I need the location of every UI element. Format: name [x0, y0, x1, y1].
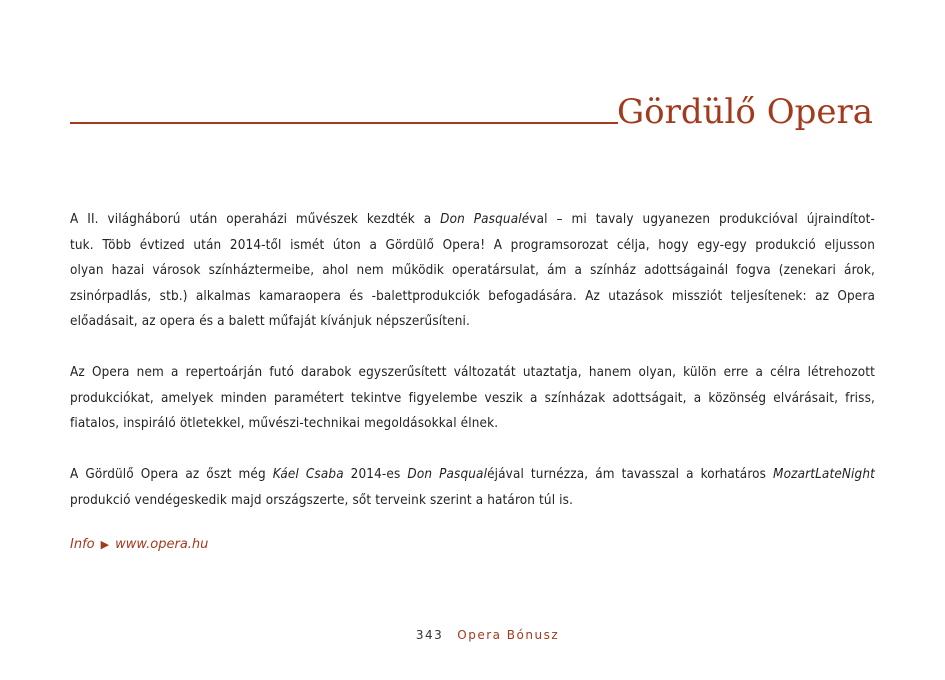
article-body [70, 207, 875, 513]
info-link[interactable]: www.opera.hu [115, 537, 209, 552]
italic-title: Káel Csaba [272, 467, 344, 482]
paragraph [70, 462, 875, 513]
page-footer [0, 628, 945, 642]
page-title: Gördülő Opera [617, 92, 873, 132]
text-line: tuk. Több évtized után 2014-től ismét úton a Gördülő Opera! A programsorozat célja, hogy egy-egy produkció eljusson [70, 237, 875, 253]
text-line: zsinórpadlás, stb.) alkalmas kamaraopera és -balettprodukciók befogadására. Az utazások missziót teljesítenek: az Opera [70, 288, 875, 304]
text-line: Az Opera nem a repertoárján futó darabok egyszerűsített változatát utaztatja, hanem olyan, külön erre a célra létrehozott [70, 365, 875, 380]
text-line: A Gördülő Opera az őszt még Káel Csaba 2014-es Don Pasqualéjával turnézza, ám tavasszal a korhatáros MozartLateNight [70, 467, 876, 482]
play-arrow-icon: ▶ [100, 538, 110, 551]
italic-title: Don Pasqualé [440, 212, 530, 227]
text-line: produkció vendégeskedik majd országszerte, sőt terveink szerint a határon túl is. [70, 492, 574, 508]
info-label: Info [70, 537, 95, 552]
title-rule [70, 122, 618, 124]
text-line: előadásait, az opera és a balett műfaját kívánjuk népszerűsíteni. [70, 314, 470, 329]
italic-title: Don Pasqual [407, 467, 488, 482]
text-line: produkciókat, amelyek minden paramétert tekintve figyelembe veszik a színházak adottságait, a közönség elvárásait, friss, [70, 390, 875, 406]
paragraph [70, 360, 875, 437]
paragraph [70, 207, 875, 335]
section-name: Opera Bónusz [457, 628, 560, 642]
page-number: 343 [415, 628, 444, 642]
italic-title: MozartLateNight [773, 467, 876, 482]
text-line: olyan hazai városok színháztermeibe, ahol nem működik operatársulat, ám a színház adottságainál fogva (zenekari árok, [70, 263, 875, 278]
text-line: fiatalos, inspiráló ötletekkel, művészi-technikai megoldásokkal élnek. [70, 416, 499, 431]
info-line [70, 537, 208, 552]
text-line: A II. világháború után operaházi művészek kezdték a Don Pasqualéval – mi tavaly ugyanezen produkcióval újraindítot- [70, 212, 875, 227]
